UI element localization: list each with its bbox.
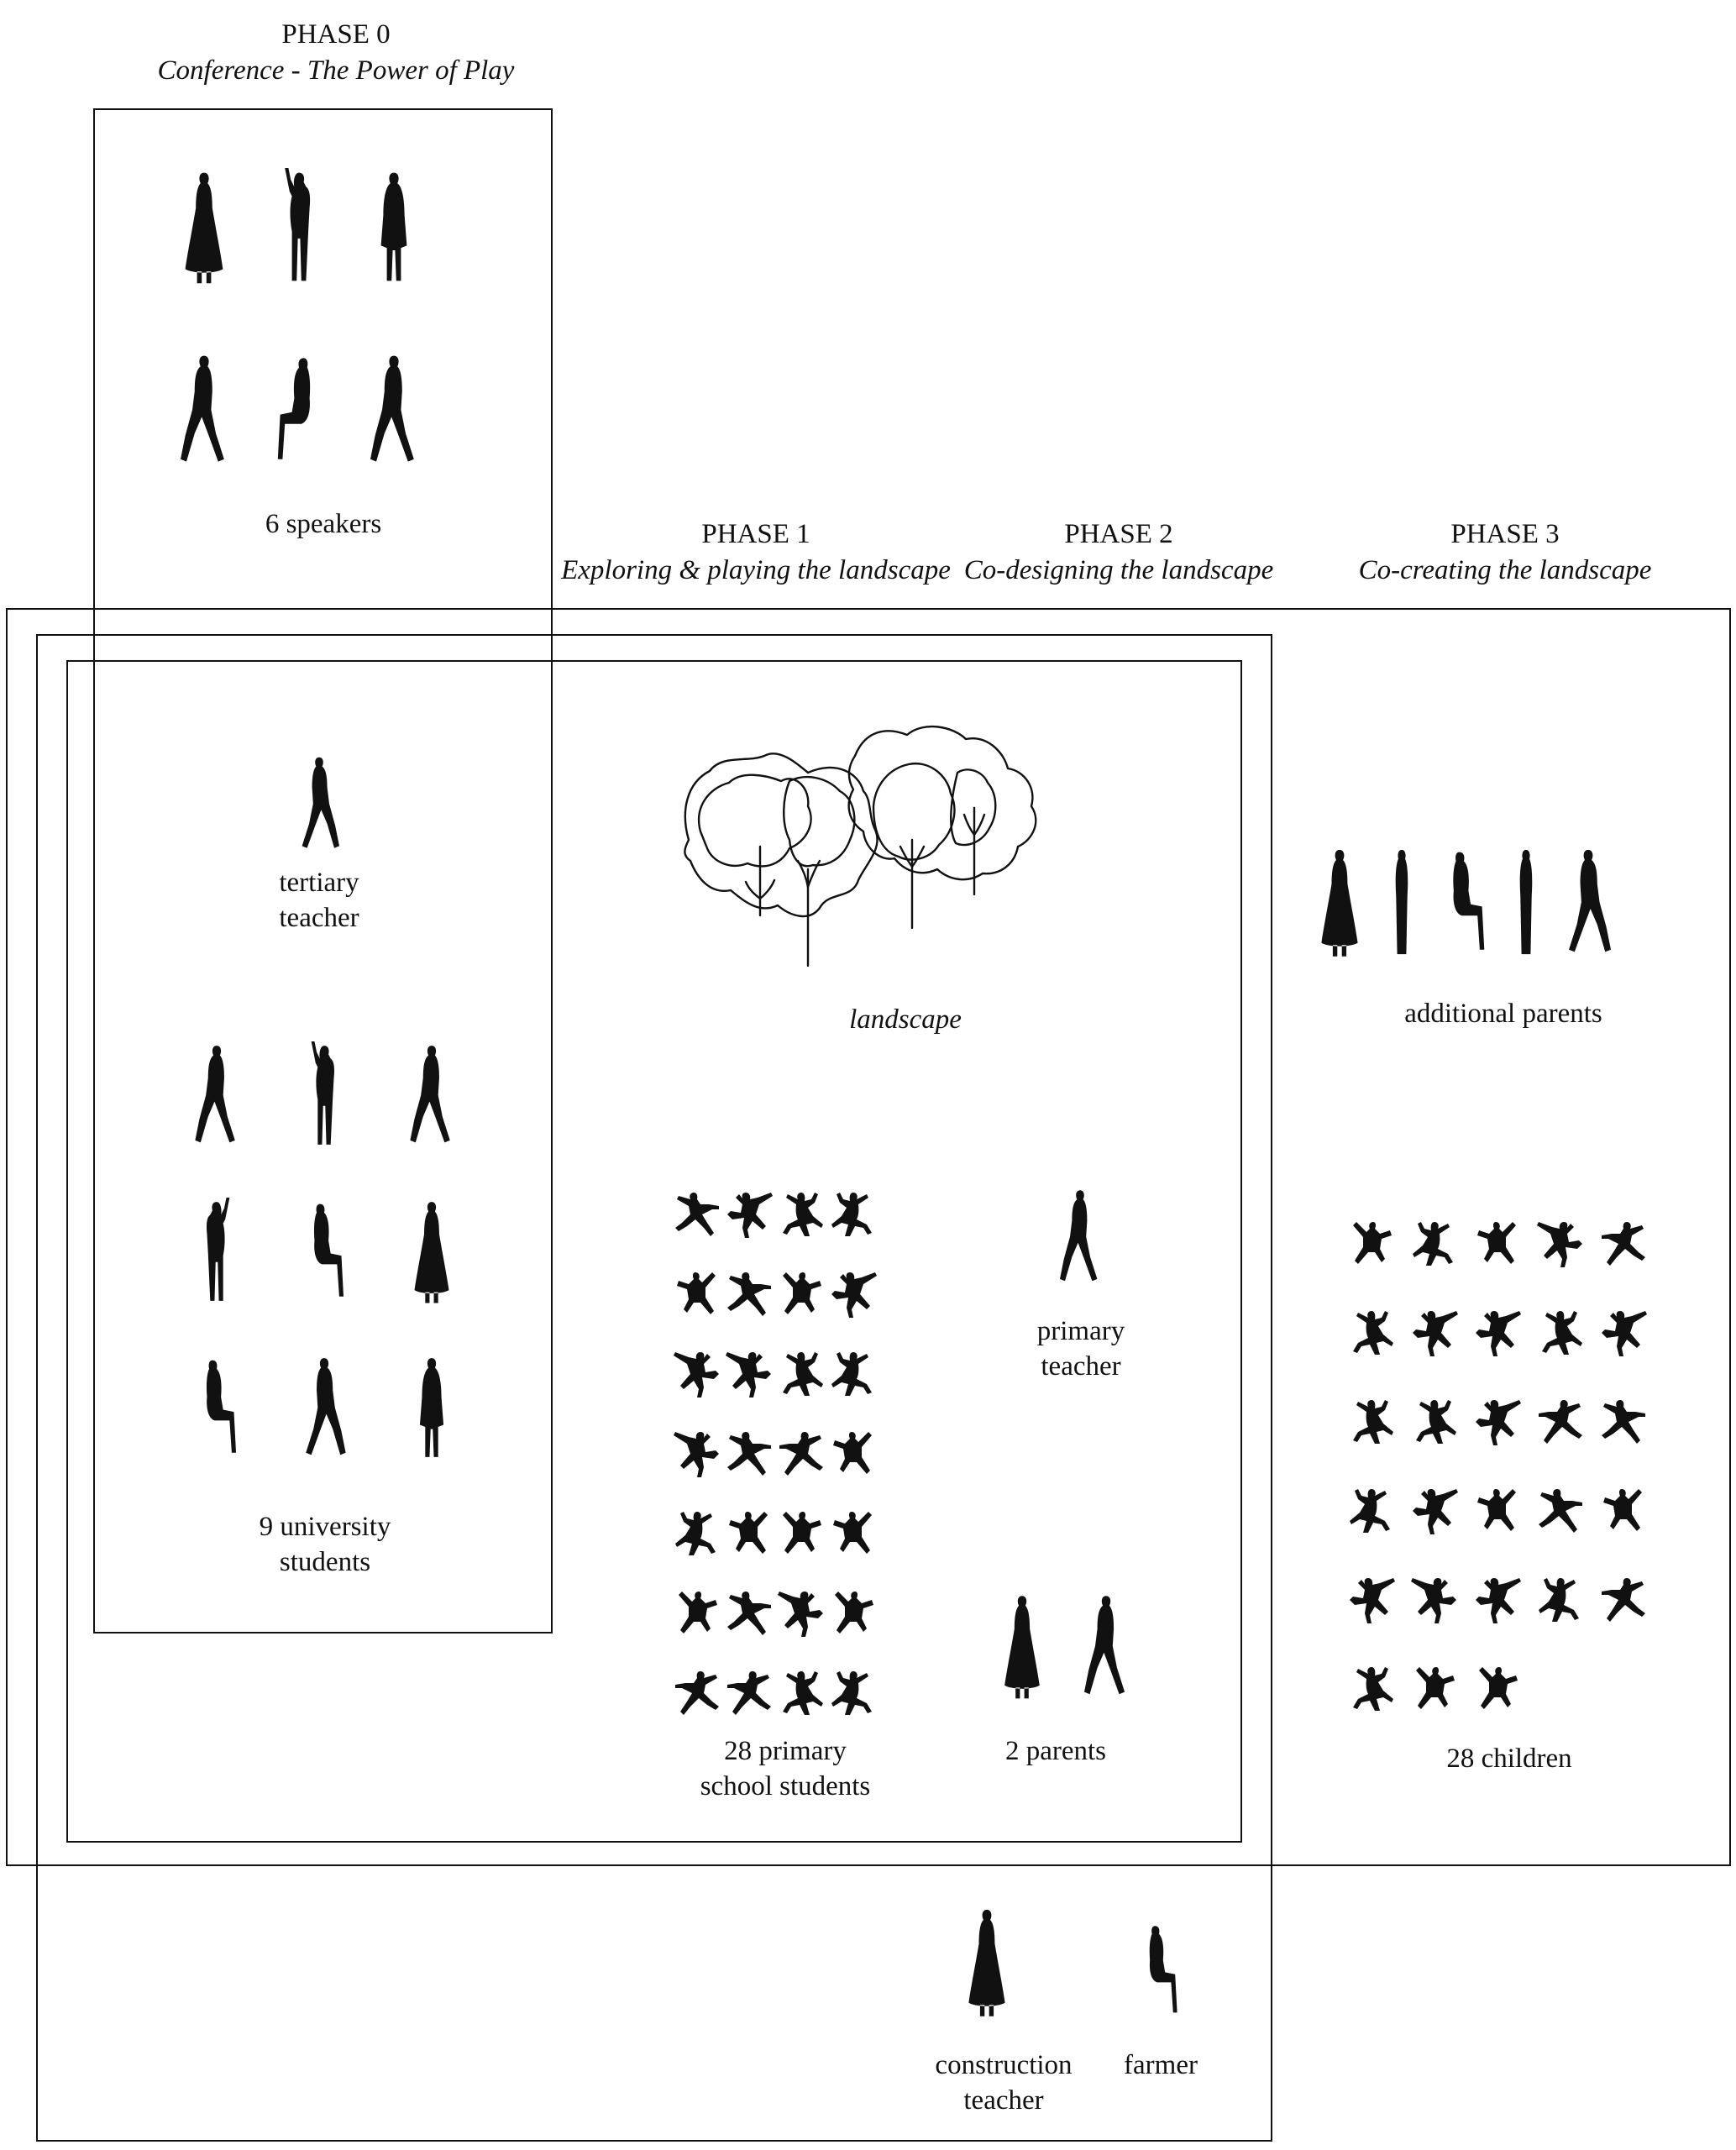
child-silhouette-icon (1598, 1300, 1649, 1366)
child-silhouette-icon (724, 1661, 774, 1725)
primary-teacher-label: primary teacher (1036, 1316, 1125, 1382)
child-silhouette-icon (828, 1502, 878, 1565)
phase3-title: PHASE 3 (1450, 519, 1560, 549)
child-silhouette-icon (828, 1262, 878, 1326)
person-silhouette-icon (408, 1198, 455, 1305)
construction-teacher-label: construction teacher (935, 2050, 1073, 2116)
child-silhouette-icon (1472, 1656, 1523, 1722)
child-silhouette-icon (672, 1422, 722, 1486)
child-silhouette-icon (1535, 1211, 1586, 1277)
child-silhouette-icon (1472, 1211, 1523, 1277)
child-silhouette-icon (1535, 1300, 1586, 1366)
child-silhouette-icon (776, 1661, 826, 1725)
phase3-subtitle: Co-creating the landscape (1358, 555, 1652, 585)
phase2-title: PHASE 2 (1064, 519, 1173, 549)
speakers-label: 6 speakers (265, 509, 382, 539)
person-silhouette-icon (275, 164, 323, 290)
child-silhouette-icon (776, 1422, 826, 1486)
person-silhouette-icon (275, 347, 323, 473)
child-silhouette-icon (1409, 1300, 1460, 1366)
child-silhouette-icon (1346, 1389, 1397, 1455)
person-silhouette-icon (370, 164, 417, 290)
person-silhouette-icon (1441, 842, 1487, 962)
child-silhouette-icon (724, 1422, 774, 1486)
child-silhouette-icon (828, 1581, 878, 1645)
child-silhouette-icon (1598, 1567, 1649, 1633)
child-silhouette-icon (1409, 1478, 1460, 1544)
parents-label: 2 parents (1004, 1736, 1107, 1766)
person-silhouette-icon (299, 753, 339, 854)
child-silhouette-icon (672, 1262, 722, 1326)
child-silhouette-icon (828, 1342, 878, 1406)
child-silhouette-icon (1346, 1656, 1397, 1722)
person-silhouette-icon (301, 1198, 348, 1305)
person-silhouette-icon (301, 1041, 348, 1149)
person-silhouette-icon (1503, 842, 1549, 962)
child-silhouette-icon (776, 1502, 826, 1565)
person-silhouette-icon (370, 347, 417, 473)
child-silhouette-icon (724, 1502, 774, 1565)
phase0-title: PHASE 0 (281, 19, 391, 50)
child-silhouette-icon (672, 1581, 722, 1645)
child-silhouette-icon (672, 1182, 722, 1246)
child-silhouette-icon (672, 1661, 722, 1725)
child-silhouette-icon (1598, 1478, 1649, 1544)
child-silhouette-icon (1598, 1389, 1649, 1455)
person-silhouette-icon (181, 164, 228, 290)
person-silhouette-icon (408, 1354, 455, 1461)
additional-parents-label: additional parents (1404, 999, 1602, 1029)
child-silhouette-icon (828, 1661, 878, 1725)
person-silhouette-icon (964, 1900, 1010, 2024)
child-silhouette-icon (1472, 1300, 1523, 1366)
tertiary-teacher-label: tertiary teacher (279, 868, 359, 933)
person-silhouette-icon (1317, 842, 1362, 962)
child-silhouette-icon (1535, 1567, 1586, 1633)
person-silhouette-icon (999, 1592, 1045, 1701)
child-silhouette-icon (1535, 1478, 1586, 1544)
person-silhouette-icon (1139, 1917, 1179, 2024)
child-silhouette-icon (776, 1262, 826, 1326)
phase0-subtitle: Conference - The Power of Play (157, 55, 515, 86)
child-silhouette-icon (1346, 1567, 1397, 1633)
person-silhouette-icon (193, 1198, 240, 1305)
child-silhouette-icon (828, 1182, 878, 1246)
child-silhouette-icon (776, 1182, 826, 1246)
university-students-label: 9 university students (259, 1512, 391, 1577)
child-silhouette-icon (1535, 1389, 1586, 1455)
person-silhouette-icon (1379, 842, 1424, 962)
child-silhouette-icon (1346, 1211, 1397, 1277)
child-silhouette-icon (724, 1581, 774, 1645)
person-silhouette-icon (408, 1041, 455, 1149)
phase2-subtitle: Co-designing the landscape (963, 555, 1274, 585)
child-silhouette-icon (672, 1342, 722, 1406)
person-silhouette-icon (1566, 842, 1611, 962)
child-silhouette-icon (1346, 1478, 1397, 1544)
child-silhouette-icon (724, 1262, 774, 1326)
child-silhouette-icon (1598, 1211, 1649, 1277)
person-silhouette-icon (181, 347, 228, 473)
child-silhouette-icon (1409, 1389, 1460, 1455)
child-silhouette-icon (776, 1342, 826, 1406)
child-silhouette-icon (724, 1182, 774, 1246)
child-silhouette-icon (1409, 1567, 1460, 1633)
trees-icon (663, 722, 1083, 978)
person-silhouette-icon (301, 1354, 348, 1461)
person-silhouette-icon (1060, 1184, 1100, 1289)
child-silhouette-icon (1346, 1300, 1397, 1366)
landscape-label: landscape (849, 1004, 962, 1035)
phase1-title: PHASE 1 (701, 519, 810, 549)
child-silhouette-icon (1409, 1656, 1460, 1722)
person-silhouette-icon (193, 1041, 240, 1149)
person-silhouette-icon (193, 1354, 240, 1461)
child-silhouette-icon (776, 1581, 826, 1645)
child-silhouette-icon (1472, 1567, 1523, 1633)
child-silhouette-icon (724, 1342, 774, 1406)
primary-students-label: 28 primary school students (700, 1736, 871, 1801)
child-silhouette-icon (672, 1502, 722, 1565)
person-silhouette-icon (1083, 1592, 1129, 1701)
child-silhouette-icon (828, 1422, 878, 1486)
child-silhouette-icon (1472, 1478, 1523, 1544)
child-silhouette-icon (1472, 1389, 1523, 1455)
children-label: 28 children (1446, 1744, 1572, 1774)
farmer-label: farmer (1124, 2050, 1198, 2080)
phase1-subtitle: Exploring & playing the landscape (561, 555, 951, 585)
child-silhouette-icon (1409, 1211, 1460, 1277)
